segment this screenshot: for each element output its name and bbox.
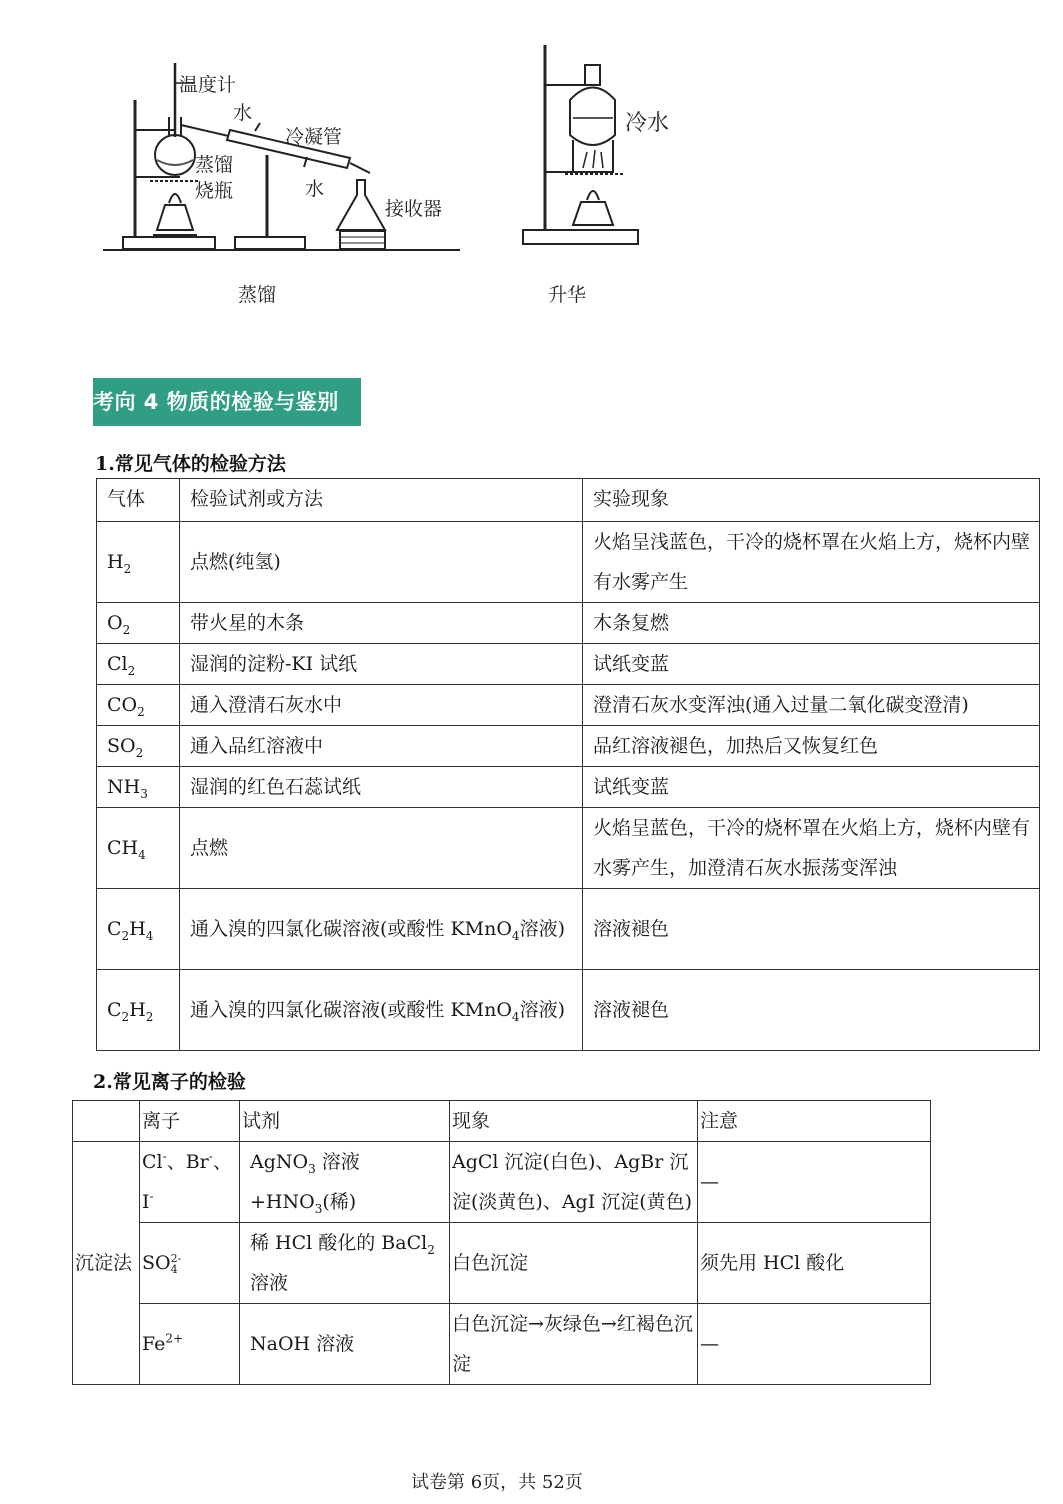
header-note: 注意 (698, 1101, 931, 1142)
header-phenomenon: 实验现象 (583, 479, 1040, 522)
note-cell: — (698, 1304, 931, 1385)
gas-cell: $C_2H_2$ (97, 970, 180, 1051)
phenomenon-cell: 木条复燃 (583, 603, 1040, 644)
cold-water-label: 冷水 (625, 111, 670, 136)
table-row (97, 603, 1040, 644)
note-cell: 须先用 HCl 酸化 (698, 1223, 931, 1304)
table-row (73, 1223, 931, 1304)
reagent-cell: 稀 HCl 酸化的 BaCl$_2$ 溶液 (240, 1223, 450, 1304)
gas-cell: $Cl_2$ (97, 644, 180, 685)
phenomenon-cell: 火焰呈浅蓝色，干冷的烧杯罩在火焰上方，烧杯内壁有水雾产生 (583, 522, 1040, 603)
method-cell: 通入溴的四氯化碳溶液(或酸性 KMnO$_4$溶液) (180, 970, 583, 1051)
table-header-row (73, 1101, 931, 1142)
method-cell: 点燃 (180, 808, 583, 889)
distillation-caption: 蒸馏 (238, 284, 277, 306)
reagent-cell: AgNO$_3$ 溶液 $+HNO_3$(稀) (240, 1142, 450, 1223)
condenser-label: 冷凝管 (285, 126, 343, 148)
phenomenon-cell: 溶液褪色 (583, 970, 1040, 1051)
water-in-label: 水 (233, 102, 253, 124)
method-cell: 湿润的淀粉-KI 试纸 (180, 644, 583, 685)
sublimation-diagram (515, 40, 700, 252)
water-out-label: 水 (305, 178, 325, 200)
gas-cell: $SO_2$ (97, 726, 180, 767)
phenomenon-cell: 澄清石灰水变浑浊(通入过量二氧化碳变澄清) (583, 685, 1040, 726)
phenomenon-cell: AgCl 沉淀(白色)、AgBr 沉淀(淡黄色)、AgI 沉淀(黄色) (450, 1142, 698, 1223)
note-cell: — (698, 1142, 931, 1223)
gas-cell: $H_2$ (97, 522, 180, 603)
table-row (97, 767, 1040, 808)
phenomenon-cell: 品红溶液褪色，加热后又恢复红色 (583, 726, 1040, 767)
distillation-figure (95, 45, 465, 260)
table-row (97, 522, 1040, 603)
table-row (73, 1142, 931, 1223)
table-row (97, 685, 1040, 726)
thermometer-label: 温度计 (179, 74, 237, 96)
method-cell: 通入澄清石灰水中 (180, 685, 583, 726)
method-cell: 湿润的红色石蕊试纸 (180, 767, 583, 808)
section-banner: 考向 4 物质的检验与鉴别 (93, 378, 361, 426)
sublimation-caption: 升华 (548, 284, 587, 306)
phenomenon-cell: 试纸变蓝 (583, 644, 1040, 685)
method-cell: 带火星的木条 (180, 603, 583, 644)
phenomenon-cell: 火焰呈蓝色，干冷的烧杯罩在火焰上方，烧杯内壁有水雾产生，加澄清石灰水振荡变浑浊 (583, 808, 1040, 889)
flask-label-line1: 蒸馏 (195, 154, 234, 176)
ion-cell: $Fe^{2+}$ (140, 1304, 240, 1385)
flask-label-line2: 烧瓶 (195, 180, 234, 202)
ion-cell: Cl-、Br-、 I- (140, 1142, 240, 1223)
phenomenon-cell: 溶液褪色 (583, 889, 1040, 970)
table-row (97, 644, 1040, 685)
distillation-diagram (95, 45, 465, 260)
header-blank (73, 1101, 140, 1142)
gas-cell: $CH_4$ (97, 808, 180, 889)
table-row (97, 889, 1040, 970)
phenomenon-cell: 白色沉淀→灰绿色→红褐色沉淀 (450, 1304, 698, 1385)
method-cell: 沉淀法 (73, 1142, 140, 1385)
gas-test-title: 1.常见气体的检验方法 (95, 453, 286, 475)
gas-cell: $NH_3$ (97, 767, 180, 808)
table-row (97, 970, 1040, 1051)
header-gas: 气体 (97, 479, 180, 522)
table-row (97, 726, 1040, 767)
ion-cell: SO2- 4 (140, 1223, 240, 1304)
table-header-row (97, 479, 1040, 522)
page-footer: 试卷第 6页，共 52页 (411, 1472, 583, 1493)
receiver-label: 接收器 (385, 198, 443, 220)
sublimation-figure (515, 40, 700, 252)
gas-cell: $C_2H_4$ (97, 889, 180, 970)
header-phenomenon: 现象 (450, 1101, 698, 1142)
phenomenon-cell: 试纸变蓝 (583, 767, 1040, 808)
ion-test-title: 2.常见离子的检验 (93, 1071, 246, 1093)
ion-test-table (72, 1100, 931, 1385)
method-cell: 点燃(纯氢) (180, 522, 583, 603)
method-cell: 通入溴的四氯化碳溶液(或酸性 KMnO$_4$溶液) (180, 889, 583, 970)
header-ion: 离子 (140, 1101, 240, 1142)
header-reagent: 试剂 (240, 1101, 450, 1142)
gas-test-table (96, 478, 1040, 1051)
header-method: 检验试剂或方法 (180, 479, 583, 522)
phenomenon-cell: 白色沉淀 (450, 1223, 698, 1304)
table-row (97, 808, 1040, 889)
reagent-cell: NaOH 溶液 (240, 1304, 450, 1385)
gas-cell: $CO_2$ (97, 685, 180, 726)
table-row (73, 1304, 931, 1385)
gas-cell: $O_2$ (97, 603, 180, 644)
method-cell: 通入品红溶液中 (180, 726, 583, 767)
